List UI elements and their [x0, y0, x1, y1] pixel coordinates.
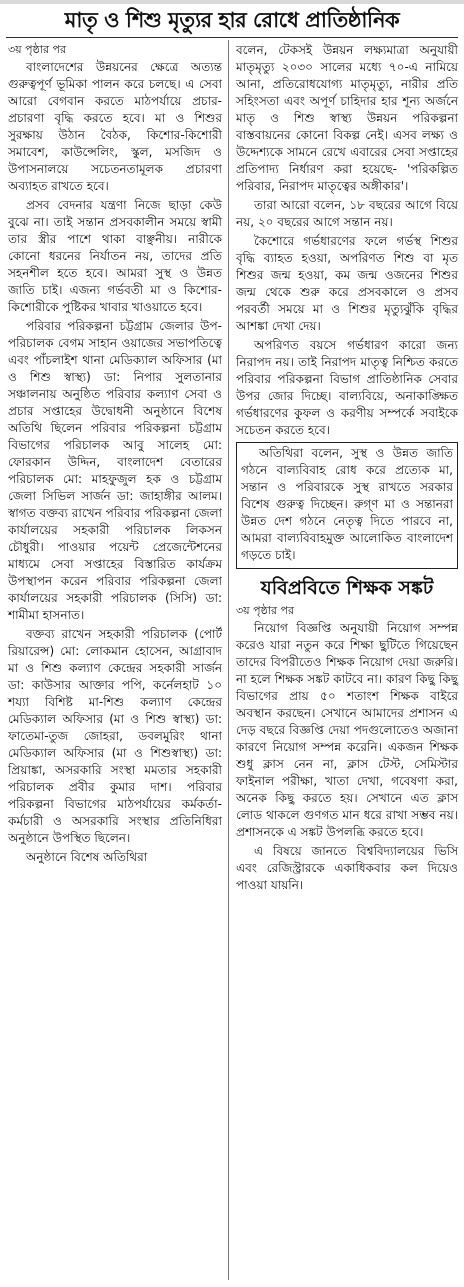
paragraph: নিয়োগ বিজ্ঞপ্তি অনুযায়ী নিয়োগ সম্পন্ন করেও যারা নতুন করে শিক্ষা ছুটিতে গিয়েছেন তাদের বিপরীতেও শিক্ষক নিয়োগ দেয়া জরুরি। না হলে শিক্ষক সঙ্কট কাটবে না। কারণ কিছু কিছু বিভাগের প্রায় ৫০ শতাংশ শিক্ষক বাইরে অবস্থান করছেন। সেখানে আমাদের প্রশাসন এ দেড় বছরে বিজ্ঞপ্তি দেয়া পদগুলোতেও অজানা কারণে নিয়োগ সম্পন্ন করেনি। একজন শিক্ষক শুধু ক্লাস নেন না, ক্লাস টেস্ট, সেমিস্টার ফাইনাল পরীক্ষা, খাতা দেখা, গবেষণা করা, অনেক কিছু করতে হয়। সেখানে এত ক্লাস লোড থাকলে গুণগত মান ধরে রাখা সম্ভব নয়। প্রশাসনকে এ সঙ্কট উপলব্ধি করতে হবে।	[236, 621, 458, 839]
paragraph: তারা আরো বলেন, ১৮ বছরের আগে বিয়ে নয়, ২০ বছরের আগে সন্তান নয়।	[236, 198, 458, 229]
paragraph: বক্তব্য রাখেন সহকারী পরিচালক (পোর্ট রিয়ারেন্স) মো: লোকমান হোসেন, আগ্রাবাদ মা ও শিশু কল্যাণ কেন্দ্রের সহকারী সার্জন ডা: কাউসার আক্তার পপি, কর্নেলহাট ১০ শয্যা বিশিষ্ট মা-শিশু কল্যাণ কেন্দ্রের মেডিক্যাল অফিসার (মা ও শিশু স্বাস্থ্য) ডা: ফাতেমা-তুজ জোহরা, ডবলমুরিং থানা মেডিক্যাল অফিসার (মা ও শিশুস্বাস্থ্য) ডা: প্রিয়াঙ্কা, অসরকারি সংস্থা মমতার সহকারী পরিচালক প্রবীর কুমার দাশ। পরিবার পরিকল্পনা বিভাগের মাঠপর্যায়ের কর্মকর্তা-কর্মচারী ও অসরকারি সংস্থার প্রতিনিধিরা অনুষ্ঠানে উপস্থিত ছিলেন।	[8, 627, 222, 845]
paragraph: বলেন, টেকসই উন্নয়ন লক্ষ্যমাত্রা অনুযায়ী মাতৃমৃত্যু ২০৩০ সালের মধ্যে ৭০-এ নামিয়ে আনা, প্রতিরোধযোগ্য মাতৃমৃত্যু, নারীর প্রতি সহিংসতা এবং অপূর্ণ চাহিদার হার শূন্য অর্জনে মাতৃ ও শিশু স্বাস্থ্য উন্নয়ন পরিকল্পনা বাস্তবায়নের কোনো বিকল্প নেই। এসব লক্ষ্য ও উদ্দেশ্যকে সামনে রেখে এবারের সেবা সপ্তাহের প্রতিপাদ্য নির্ধারণ করা হয়েছে- 'পরিকল্পিত পরিবার, নিরাপদ মাতৃত্বের অঙ্গীকার'।	[236, 43, 458, 193]
continued-from-label: ৩য় পৃষ্ঠার পর	[8, 43, 67, 56]
paragraph: কৈশোরে গর্ভধারণের ফলে গর্ভস্থ শিশুর বৃদ্ধি ব্যাহত হওয়া, অপরিণত শিশু বা মৃত শিশুর জন্ম হওয়া, কম জন্ম ওজনের শিশুর জন্ম থেকে শুরু করে প্রসবকালে ও প্রসব পরবর্তী সময়ে মা ও শিশুর মৃত্যুঝুঁকি বৃদ্ধির আশঙ্কা দেখা দেয়।	[236, 234, 458, 333]
paragraph: অনুষ্ঠানে বিশেষ অতিথিরা	[26, 850, 148, 864]
article-headline: মাতৃ ও শিশু মৃত্যুর হার রোধে প্রাতিষ্ঠানিক	[64, 7, 400, 32]
boxed-paragraph: অতিথিরা বলেন, সুস্থ ও উন্নত জাতি গঠনে বাল্যবিবাহ রোধ করে প্রত্যেক মা, সন্তান ও পরিবারকে সুস্থ রাখতে সরকার বিশেষ গুরুত্ব দিচ্ছেন। রুগ্ণ মা ও সন্তানরা উন্নত দেশ গঠনে নেতৃত্ব দিতে পারবে না, আমরা বাল্যবিবাহমুক্ত আলোকিত বাংলাদেশ গড়তে চাই।	[241, 446, 453, 562]
paragraph: অপরিণত বয়সে গর্ভধারণ কারো জন্য নিরাপদ নয়। তাই নিরাপদ মাতৃত্ব নিশ্চিত করতে পরিবার পরিকল্পনা বিভাগ প্রাতিষ্ঠানিক সেবার উপর জোর দিচ্ছে। বাল্যবিয়ে, অনাকাঙ্ক্ষিত গর্ভধারণের কুফল ও করণীয় সম্পর্কে সবাইকে সচেতন করতে হবে।	[236, 338, 458, 437]
paragraph: এ বিষয়ে জানতে বিশ্ববিদ্যালয়ের ভিসি এবং রেজিস্ট্রারকে একাধিকবার কল দিয়েও পাওয়া যায়নি।	[236, 844, 458, 892]
article2-headline: যবিপ্রবিতে শিক্ষক সঙ্কট	[260, 577, 434, 599]
right-column	[236, 42, 458, 896]
paragraph: প্রসব বেদনার যন্ত্রণা নিজে ছাড়া কেউ বুঝে না। তাই সন্তান প্রসবকালীন সময়ে স্বামী তার স্ত্রীর পাশে থাকা বাঞ্ছনীয়। নারীকে কোনো ধরনের নির্যাতন নয়, তাদের প্রতি সহনশীল হতে হবে। আমরা সুস্থ ও উন্নত জাতি চাই। এজন্য গর্ভবতী মা ও কিশোর-কিশোরীকে পুষ্টিকর খাবার খাওয়াতে হবে।	[8, 198, 222, 314]
left-column	[8, 42, 222, 868]
article2-continued-from: ৩য় পৃষ্ঠার পর	[236, 604, 295, 617]
highlighted-paragraph-box	[236, 442, 458, 569]
headline-rule	[6, 37, 458, 38]
paragraph: বাংলাদেশের উন্নয়নের ক্ষেত্রে অত্যন্ত গুরুত্বপূর্ণ ভূমিকা পালন করে চলছে। এ সেবা আরো বেগবান করতে মাঠপর্যায়ে প্রচার-প্রচারণা বৃদ্ধি করতে হবে। মা ও শিশুর সুরক্ষায় উঠান বৈঠক, কিশোর-কিশোরী সমাবেশ, কাউন্সেলিং, স্কুল, মসজিদ ও উপাসনালয়ে সচেতনতামূলক প্রচারণা অব্যাহত রাখতে হবে।	[8, 60, 222, 193]
column-divider	[228, 40, 229, 1280]
top-rule	[0, 0, 464, 4]
paragraph: পরিবার পরিকল্পনা চট্টগ্রাম জেলার উপ-পরিচালক বেগম সাহান ওয়াজের সভাপতিত্বে এবং পাঁচলাইশ থানা মেডিক্যাল অফিসার (মা ও শিশু স্বাস্থ্য) ডা: নিপার সুলতানার সঞ্চালনায় অনুষ্ঠিত পরিবার কল্যাণ সেবা ও প্রচার সপ্তাহের উদ্বোধনী অনুষ্ঠানে বিশেষ অতিথি ছিলেন পরিবার পরিকল্পনা চট্টগ্রাম বিভাগের পরিচালক আবু সালেহ মো: ফোরকান উদ্দিন, বাংলাদেশ বেতারের পরিচালক মো: মাহফুজুল হক ও চট্টগ্রাম জেলা সিভিল সার্জন ডা: জাহাঙ্গীর আলম। স্বাগত বক্তব্য রাখেন পরিবার পরিকল্পনা জেলা কার্যালয়ের সহকারী পরিচালক লিকসন চৌধুরী। পাওয়ার পয়েন্ট প্রেজেন্টেশনের মাধ্যমে সেবা সপ্তাহের বিস্তারিত কার্যক্রম উপস্থাপন করেন পরিবার পরিকল্পনা জেলা কার্যালয়ের সহকারী পরিচালক (সিসি) ডা: শামীমা হাসনাত।	[8, 319, 222, 622]
